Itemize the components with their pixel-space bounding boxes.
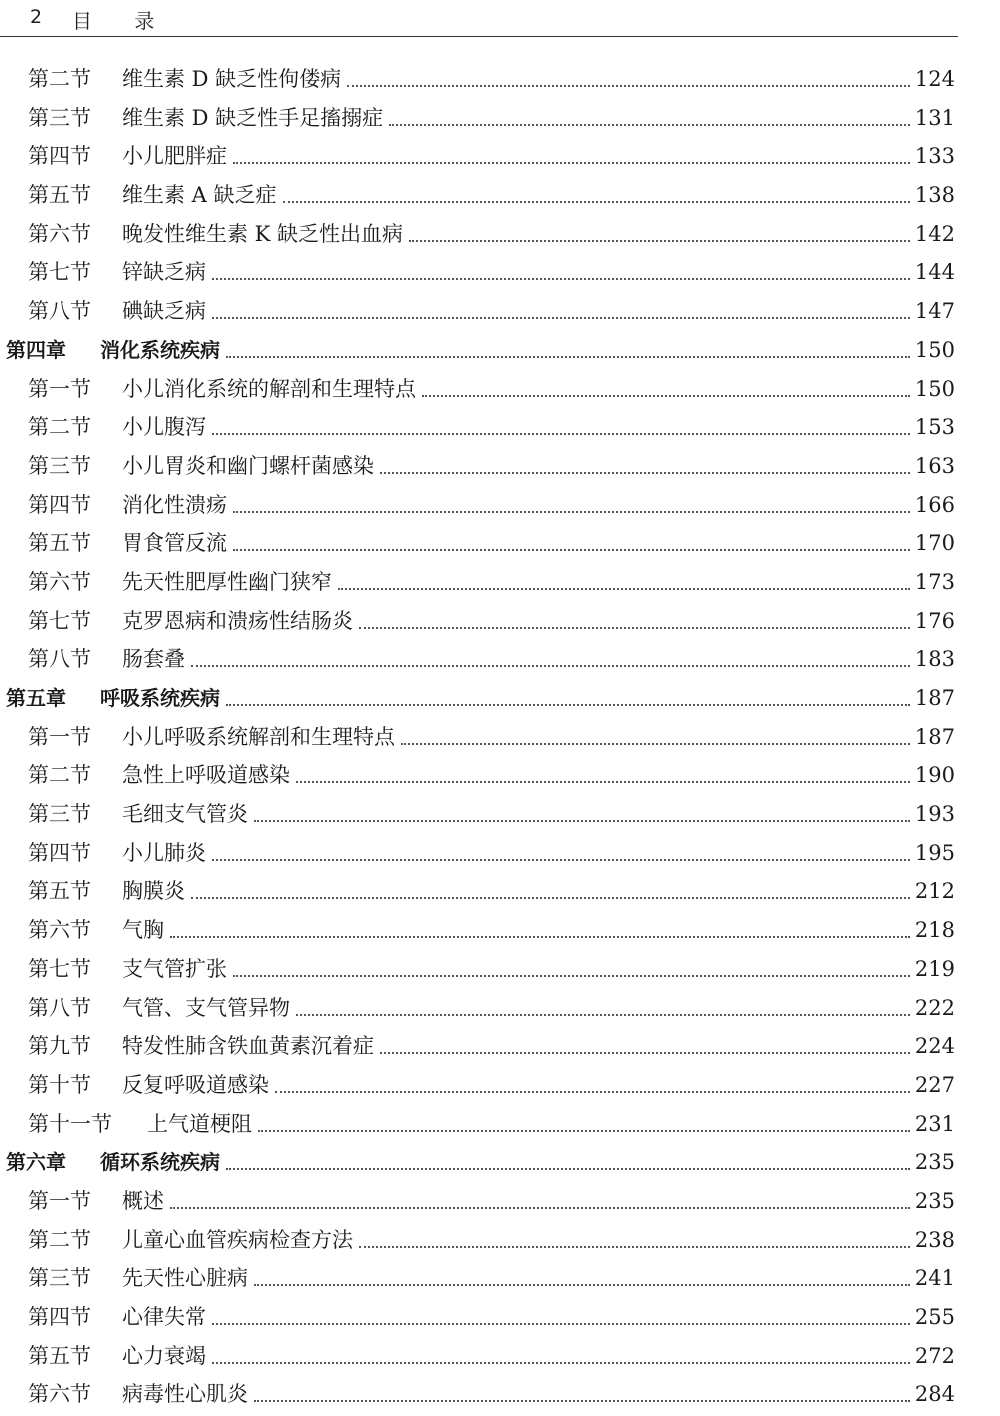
dot-leader — [359, 1246, 910, 1248]
section-title: 儿童心血管疾病检查方法 — [122, 1227, 353, 1252]
dot-leader — [212, 278, 910, 280]
header-title: 目 录 — [72, 9, 173, 33]
page-ref: 224 — [914, 1034, 955, 1059]
page-ref: 241 — [914, 1266, 955, 1291]
dot-leader — [401, 743, 910, 745]
toc-section-row — [0, 447, 1000, 486]
section-number: 第十一节 — [28, 1111, 112, 1136]
page-number: 2 — [30, 6, 43, 28]
toc-section-row — [0, 1337, 1000, 1376]
section-number: 第七节 — [28, 956, 91, 981]
chapter-number: 第五章 — [6, 686, 66, 710]
section-number: 第六节 — [28, 918, 91, 943]
section-title: 心律失常 — [122, 1305, 206, 1329]
toc-section-row — [0, 524, 1000, 563]
toc-chapter-row — [0, 679, 1000, 718]
dot-leader — [275, 1091, 910, 1093]
section-number: 第四节 — [28, 840, 91, 865]
chapter-title: 消化系统疾病 — [100, 337, 220, 362]
section-title: 心力衰竭 — [122, 1343, 206, 1368]
dot-leader — [191, 897, 910, 899]
toc-section-row — [0, 253, 1000, 292]
page-ref: 150 — [914, 337, 955, 362]
toc-section-row — [0, 1259, 1000, 1298]
page-ref: 176 — [914, 608, 955, 633]
section-number: 第八节 — [28, 647, 91, 672]
dot-leader — [233, 511, 910, 513]
toc-section-row — [0, 950, 1000, 989]
page-ref: 231 — [914, 1111, 955, 1136]
dot-leader — [359, 627, 910, 629]
section-title: 气胸 — [122, 918, 164, 943]
section-title: 维生素 D 缺乏性佝偻病 — [122, 67, 342, 91]
dot-leader — [212, 1323, 910, 1325]
section-number: 第十节 — [28, 1072, 91, 1097]
page-ref: 187 — [914, 686, 955, 710]
section-number: 第七节 — [28, 608, 91, 633]
toc-section-row — [0, 408, 1000, 447]
dot-leader — [170, 936, 910, 938]
toc-section-row — [0, 99, 1000, 138]
page-ref: 255 — [914, 1305, 955, 1329]
page-ref: 235 — [914, 1150, 955, 1175]
toc-section-row — [0, 872, 1000, 911]
section-number: 第五节 — [28, 1343, 91, 1368]
section-number: 第一节 — [28, 376, 91, 401]
section-number: 第八节 — [28, 299, 91, 324]
toc-section-row — [0, 1298, 1000, 1337]
page-ref: 150 — [914, 376, 955, 401]
section-number: 第六节 — [28, 569, 91, 594]
page-ref: 142 — [914, 221, 955, 246]
section-number: 第四节 — [28, 144, 91, 169]
section-title: 急性上呼吸道感染 — [122, 763, 290, 788]
section-title: 锌缺乏病 — [122, 260, 206, 285]
section-number: 第六节 — [28, 221, 91, 246]
page-ref: 173 — [914, 569, 955, 594]
section-number: 第三节 — [28, 1266, 91, 1291]
page-ref: 195 — [914, 840, 955, 865]
chapter-title: 呼吸系统疾病 — [100, 686, 220, 710]
dot-leader — [338, 588, 910, 590]
dot-leader — [422, 395, 910, 397]
toc-section-row — [0, 640, 1000, 679]
section-title: 胃食管反流 — [122, 531, 227, 556]
dot-leader — [233, 549, 910, 551]
page-ref: 212 — [914, 879, 955, 904]
page-ref: 131 — [914, 105, 955, 130]
dot-leader — [233, 162, 910, 164]
page-ref: 133 — [914, 144, 955, 169]
section-number: 第一节 — [28, 1188, 91, 1213]
section-number: 第一节 — [28, 724, 91, 749]
section-number: 第二节 — [28, 415, 91, 440]
section-number: 第七节 — [28, 260, 91, 285]
toc-section-row — [0, 563, 1000, 602]
section-number: 第三节 — [28, 105, 91, 130]
dot-leader — [254, 1400, 910, 1402]
page-ref: 166 — [914, 492, 955, 517]
page-ref: 138 — [914, 183, 955, 208]
section-number: 第五节 — [28, 183, 91, 208]
dot-leader — [170, 1207, 910, 1209]
toc-section-row — [0, 215, 1000, 254]
section-number: 第二节 — [28, 67, 91, 91]
section-title: 维生素 A 缺乏症 — [122, 183, 277, 208]
section-title: 气管、支气管异物 — [122, 995, 290, 1020]
dot-leader — [254, 820, 910, 822]
toc-section-row — [0, 795, 1000, 834]
section-title: 小儿腹泻 — [122, 415, 206, 440]
section-title: 肠套叠 — [122, 647, 185, 672]
section-number: 第二节 — [28, 763, 91, 788]
dot-leader — [380, 1052, 910, 1054]
page-ref: 144 — [914, 260, 955, 285]
page-ref: 187 — [914, 724, 955, 749]
dot-leader — [226, 356, 910, 358]
section-number: 第五节 — [28, 531, 91, 556]
toc-section-row — [0, 602, 1000, 641]
section-title: 消化性溃疡 — [122, 492, 227, 517]
section-number: 第三节 — [28, 802, 91, 827]
page-ref: 227 — [914, 1072, 955, 1097]
toc-chapter-row — [0, 1143, 1000, 1182]
page-ref: 272 — [914, 1343, 955, 1368]
section-title: 小儿消化系统的解剖和生理特点 — [122, 376, 416, 401]
section-number: 第六节 — [28, 1382, 91, 1407]
page-ref: 124 — [914, 67, 955, 91]
dot-leader — [296, 781, 910, 783]
dot-leader — [347, 85, 910, 87]
toc-section-row — [0, 1182, 1000, 1221]
section-title: 胸膜炎 — [122, 879, 185, 904]
page-ref: 222 — [914, 995, 955, 1020]
dot-leader — [212, 1362, 910, 1364]
section-title: 反复呼吸道感染 — [122, 1072, 269, 1097]
toc-section-row — [0, 137, 1000, 176]
section-title: 小儿胃炎和幽门螺杆菌感染 — [122, 453, 374, 478]
toc-section-row — [0, 292, 1000, 331]
section-number: 第八节 — [28, 995, 91, 1020]
dot-leader — [212, 317, 910, 319]
page-ref: 284 — [914, 1382, 955, 1407]
page-ref: 238 — [914, 1227, 955, 1252]
section-title: 概述 — [122, 1188, 164, 1213]
dot-leader — [212, 433, 910, 435]
section-title: 特发性肺含铁血黄素沉着症 — [122, 1034, 374, 1059]
page-ref: 170 — [914, 531, 955, 556]
dot-leader — [409, 240, 910, 242]
section-number: 第四节 — [28, 492, 91, 517]
dot-leader — [226, 1168, 910, 1170]
dot-leader — [258, 1130, 910, 1132]
dot-leader — [212, 859, 910, 861]
dot-leader — [254, 1284, 910, 1286]
toc-section-row — [0, 370, 1000, 409]
toc-section-row — [0, 486, 1000, 525]
chapter-number: 第六章 — [6, 1150, 66, 1175]
page-ref: 219 — [914, 956, 955, 981]
dot-leader — [389, 124, 910, 126]
section-title: 小儿呼吸系统解剖和生理特点 — [122, 724, 395, 749]
dot-leader — [380, 472, 910, 474]
toc-section-row — [0, 834, 1000, 873]
page-ref: 153 — [914, 415, 955, 440]
section-number: 第五节 — [28, 879, 91, 904]
section-number: 第二节 — [28, 1227, 91, 1252]
toc-section-row — [0, 1221, 1000, 1260]
toc-section-row — [0, 718, 1000, 757]
table-of-contents — [0, 60, 1000, 1414]
section-number: 第三节 — [28, 453, 91, 478]
toc-section-row — [0, 1066, 1000, 1105]
section-title: 碘缺乏病 — [122, 299, 206, 324]
dot-leader — [191, 665, 910, 667]
page-ref: 163 — [914, 453, 955, 478]
section-title: 上气道梗阻 — [147, 1111, 252, 1136]
section-title: 毛细支气管炎 — [122, 802, 248, 827]
dot-leader — [283, 201, 910, 203]
toc-section-row — [0, 60, 1000, 99]
section-title: 先天性肥厚性幽门狭窄 — [122, 569, 332, 594]
toc-section-row — [0, 756, 1000, 795]
section-title: 小儿肥胖症 — [122, 144, 227, 169]
page-ref: 183 — [914, 647, 955, 672]
section-number: 第九节 — [28, 1034, 91, 1059]
running-header — [0, 0, 958, 37]
toc-section-row — [0, 911, 1000, 950]
section-title: 小儿肺炎 — [122, 840, 206, 865]
section-title: 维生素 D 缺乏性手足搐搦症 — [122, 105, 384, 130]
section-number: 第四节 — [28, 1305, 91, 1329]
dot-leader — [296, 1014, 910, 1016]
dot-leader — [226, 704, 910, 706]
dot-leader — [233, 975, 910, 977]
section-title: 病毒性心肌炎 — [122, 1382, 248, 1407]
chapter-title: 循环系统疾病 — [100, 1150, 220, 1175]
page-ref: 193 — [914, 802, 955, 827]
page-ref: 190 — [914, 763, 955, 788]
toc-chapter-row — [0, 331, 1000, 370]
page-ref: 235 — [914, 1188, 955, 1213]
toc-section-row — [0, 1105, 1000, 1144]
toc-section-row — [0, 1375, 1000, 1414]
page-ref: 218 — [914, 918, 955, 943]
page-ref: 147 — [914, 299, 955, 324]
section-title: 先天性心脏病 — [122, 1266, 248, 1291]
chapter-number: 第四章 — [6, 337, 66, 362]
section-title: 克罗恩病和溃疡性结肠炎 — [122, 608, 353, 633]
toc-section-row — [0, 989, 1000, 1028]
toc-section-row — [0, 1027, 1000, 1066]
toc-section-row — [0, 176, 1000, 215]
section-title: 晚发性维生素 K 缺乏性出血病 — [122, 221, 404, 246]
section-title: 支气管扩张 — [122, 956, 227, 981]
